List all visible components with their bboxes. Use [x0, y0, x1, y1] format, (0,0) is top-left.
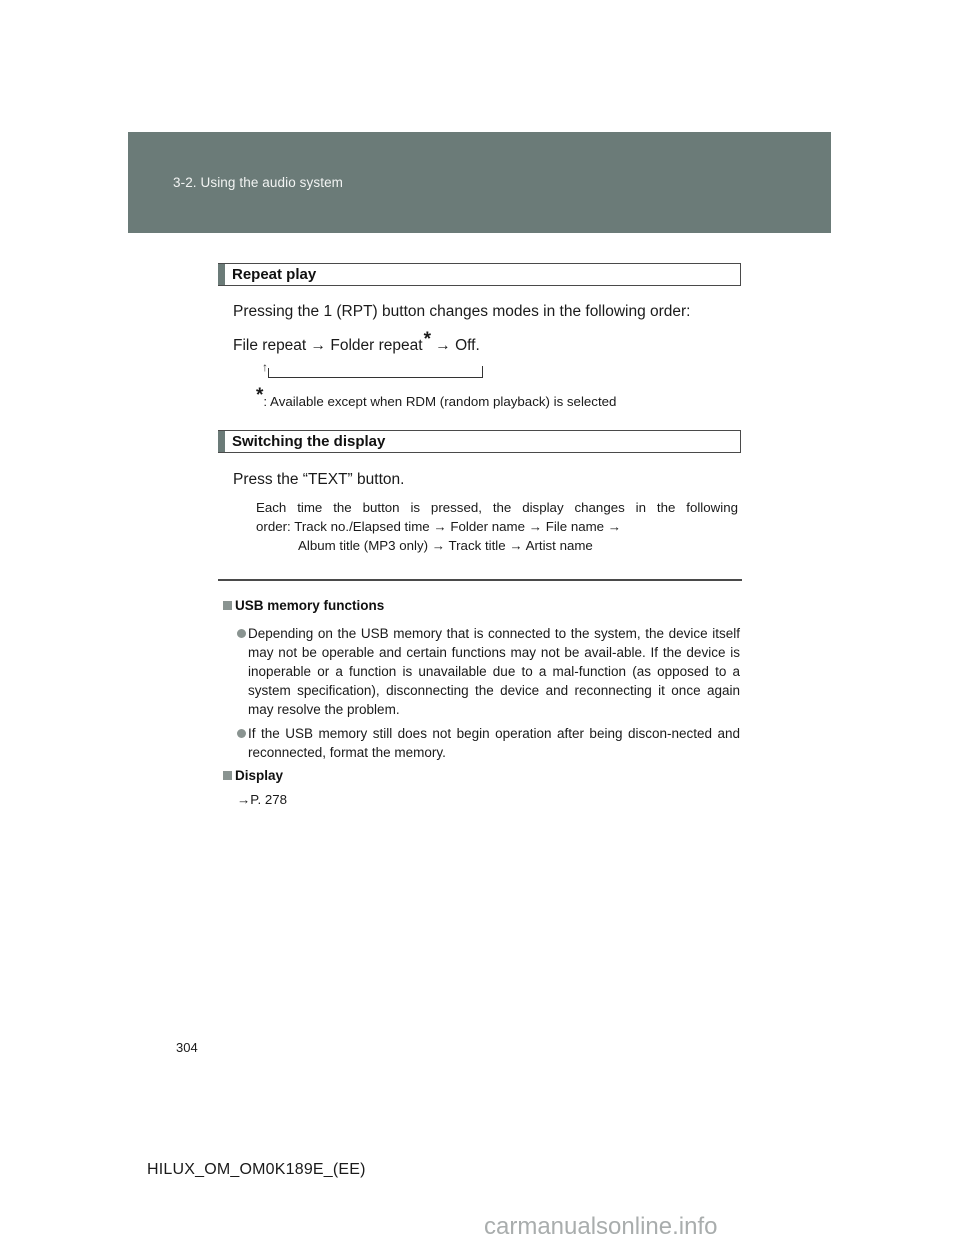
document-code: HILUX_OM_OM0K189E_(EE)	[147, 1161, 366, 1178]
page-number: 304	[176, 1040, 198, 1055]
section-title: Switching the display	[232, 433, 386, 450]
heading-tab	[218, 264, 225, 285]
note-bullet-usb-1	[248, 624, 740, 719]
section-divider	[218, 579, 742, 581]
note-heading-text: USB memory functions	[235, 598, 385, 613]
page-reference-link[interactable]: →P. 278	[237, 792, 288, 807]
footnote-text: : Available except when RDM (random playback) is selected	[263, 394, 617, 409]
arrow-icon: →	[435, 337, 451, 354]
heading-tab	[218, 431, 225, 452]
square-bullet-icon	[223, 771, 232, 780]
round-bullet-icon	[237, 729, 246, 738]
section-title: Repeat play	[232, 266, 317, 283]
repeat-sequence	[233, 329, 480, 356]
square-bullet-icon	[223, 601, 232, 610]
note-bullet-usb-2	[248, 724, 740, 762]
section-label: 3-2. Using the audio system	[173, 175, 344, 190]
asterisk-mark: *	[256, 385, 264, 406]
note-bullet-text: Depending on the USB memory that is connected to the system, the device itself may not be operable and certain functions may not be avail-able. If the device is inoperable or a function is unavailable due to a mal-function (as opposed to a system specification), disconnecting the device and reconnecting it once again may resolve the problem.	[248, 626, 740, 717]
note-bullet-text: If the USB memory still does not begin operation after being discon-nected and reconnected, format the memory.	[248, 726, 740, 760]
mode-folder-repeat: Folder repeat	[330, 337, 423, 354]
note-heading-display	[223, 768, 283, 783]
display-instruction: Press the “TEXT” button.	[233, 471, 405, 488]
watermark: carmanualsonline.info	[484, 1213, 718, 1240]
note-heading-text: Display	[235, 768, 284, 783]
display-detail-line1: Each time the button is pressed, the display changes in the following	[256, 500, 738, 515]
chapter-header-bar	[128, 132, 831, 233]
note-heading-usb-memory	[223, 598, 384, 613]
mode-off: Off.	[455, 337, 480, 354]
section-heading-switching-display	[218, 430, 741, 453]
display-detail-line3: Album title (MP3 only) → Track title → Artist name	[298, 538, 593, 553]
round-bullet-icon	[237, 629, 246, 638]
loop-back-stem	[268, 368, 269, 377]
asterisk-mark: *	[423, 329, 431, 350]
arrow-icon: →	[310, 337, 327, 354]
repeat-instruction: Pressing the 1 (RPT) button changes modes in the following order:	[233, 303, 691, 320]
section-heading-repeat-play	[218, 263, 741, 286]
display-detail-line2: order: Track no./Elapsed time → Folder name → File name →	[256, 519, 622, 534]
up-arrow-icon: ↑	[262, 360, 268, 374]
loop-back-line	[268, 366, 483, 378]
mode-file-repeat: File repeat	[233, 337, 307, 354]
repeat-footnote	[255, 385, 617, 412]
